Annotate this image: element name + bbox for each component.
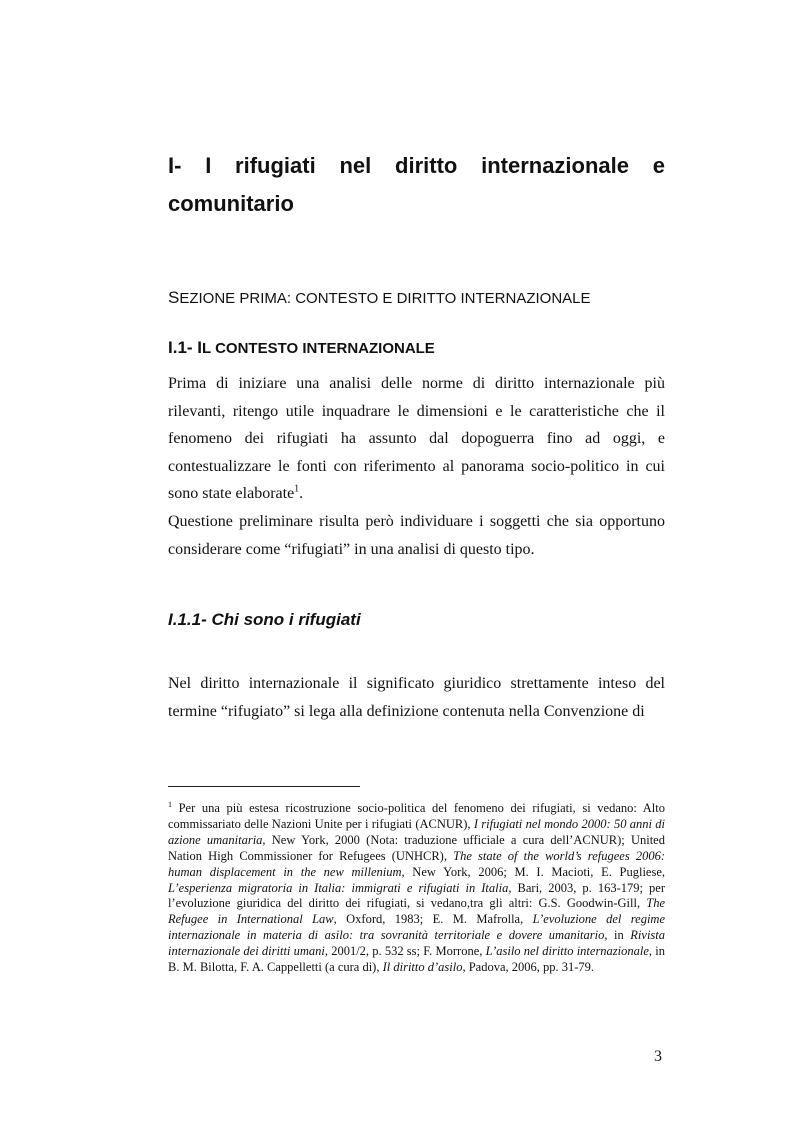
subsection-number: I.1-	[168, 338, 198, 357]
footnote-title: L’asilo nel diritto internazionale	[485, 944, 649, 959]
footnote-reference[interactable]: 1	[294, 484, 300, 496]
footnote-separator	[168, 786, 360, 787]
footnote-text: , Bari, 2003, p. 163-179; per l’evoluzione giuridica del diritto dei rifugiati, si vedano,tra gli altri: G.S. Goodwin-Gill,	[168, 880, 665, 911]
footnote-title: The state of the world’s refugees 2006: human displacement in the new millenium	[168, 848, 665, 879]
footnote-text: , 2001/2, p. 532 ss; F. Morrone,	[324, 944, 486, 959]
footnote-title: L’evoluzione del regime internazionale in materia di asilo: tra sovranità territoriale e dovere umanitario,	[168, 912, 666, 943]
paragraph-preliminary-question: Questione preliminare risulta però individuare i soggetti che sia opportuno considerare come “rifugiati” in una analisi di questo tipo.	[168, 513, 665, 558]
footnote-text: , Padova, 2006, pp. 31-79.	[462, 960, 595, 975]
footnote-text: , Oxford, 1983; E. M. Mafrolla,	[333, 912, 533, 927]
paragraph-legal-definition: Nel diritto internazionale il significato giuridico strettamente inteso del termine “rifugiato” si lega alla definizione contenuta nella Convenzione di	[168, 675, 665, 720]
chapter-title-line2: comunitario	[168, 191, 294, 216]
paragraph-context-intro-end: .	[299, 485, 304, 503]
subsection-initial: I	[197, 338, 203, 357]
footnote-title: Il diritto d’asilo	[382, 960, 463, 975]
chapter-title	[168, 147, 665, 223]
footnote-title: I rifugiati nel mondo 2000: 50 anni di azione umanitaria,	[168, 816, 665, 847]
footnote-title: L’esperienza migratoria in Italia: immigrati e rifugiati in Italia	[168, 880, 509, 895]
subsection-rest: L CONTESTO INTERNAZIONALE	[202, 340, 435, 357]
footnote-title: Rivista internazionale dei diritti umani	[168, 928, 665, 959]
subsubsection-heading: I.1.1- Chi sono i rifugiati	[168, 610, 361, 629]
footnote	[168, 801, 665, 976]
section-title-rest: EZIONE PRIMA: CONTESTO E DIRITTO INTERNAZIONALE	[179, 290, 591, 307]
footnote-text: New York, 2000 (Nota: traduzione ufficiale a cura dell’ACNUR); United Nation High Commissioner for Refugees (UNHCR),	[168, 832, 665, 863]
paragraph-context-intro-text: Prima di iniziare una analisi delle norme di diritto internazionale più rilevanti, ritengo utile inquadrare le dimensioni e le caratteristiche che il fenomeno dei rifugiati ha assunto dal dopoguerra fino ad oggi, e contestualizzare le fonti con riferimento al panorama socio-politico in cui sono state elaborate	[168, 375, 665, 503]
page-number: 3	[654, 1048, 662, 1065]
section-title-initial: S	[168, 288, 180, 307]
subsection-heading	[168, 338, 435, 358]
footnote-text: , in B. M. Bilotta, F. A. Cappelletti (a cura di),	[168, 944, 665, 975]
section-title	[168, 288, 591, 308]
footnote-text: , New York, 2006; M. I. Macioti, E. Pugliese,	[401, 864, 665, 879]
footnote-title: The Refugee in International Law	[168, 896, 665, 927]
footnote-marker: 1	[168, 799, 172, 809]
paragraph-context-intro	[168, 370, 665, 508]
chapter-title-line1: I- I rifugiati nel diritto internazionale e	[168, 153, 665, 178]
footnote-text: in	[607, 928, 631, 943]
footnote-text: Per una più estesa ricostruzione socio-politica del fenomeno dei rifugiati, si vedano: Alto commissariato delle Nazioni Unite per i rifugiati (ACNUR),	[168, 801, 665, 831]
